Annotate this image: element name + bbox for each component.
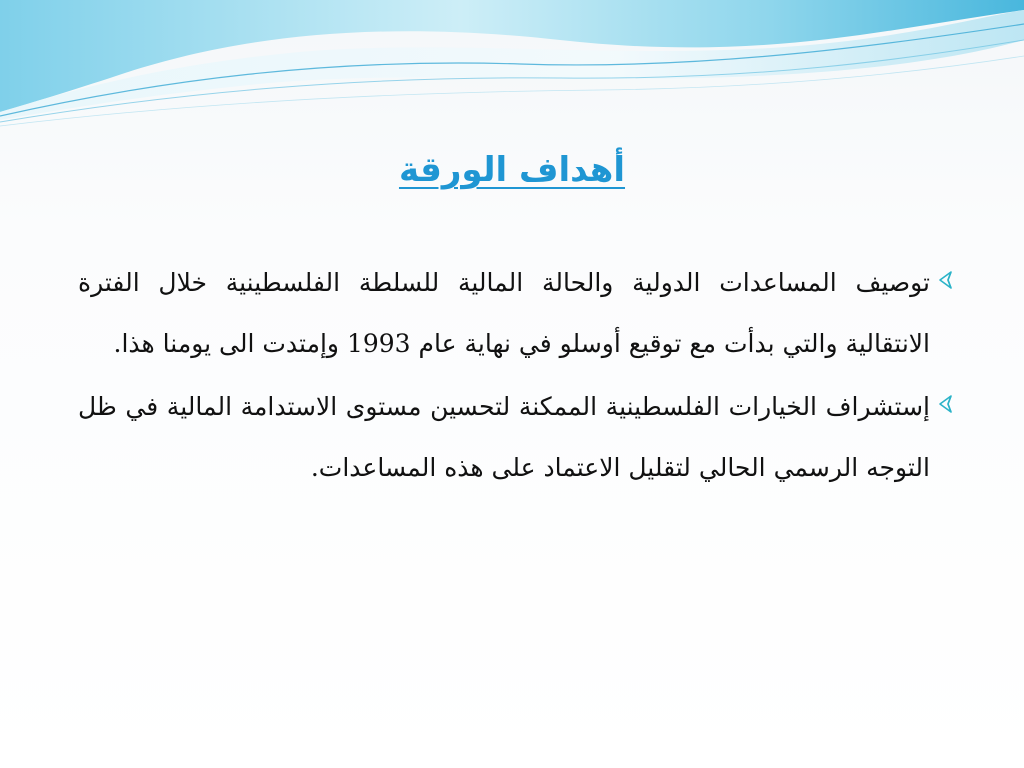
slide-title-text: أهداف الورقة <box>398 150 626 190</box>
arrow-bullet-icon <box>936 269 958 291</box>
bullet-list <box>78 252 958 500</box>
bullet-item-2 <box>78 376 958 498</box>
slide-title <box>0 140 1024 200</box>
bullet-item-1 <box>78 252 958 374</box>
arrow-bullet-icon <box>936 393 958 415</box>
bullet-text-2: إستشراف الخيارات الفلسطينية الممكنة لتحسين مستوى الاستدامة المالية في ظل التوجه الرسمي الحالي لتقليل الاعتماد على هذه المساعدات. <box>78 392 930 482</box>
bullet-text-1: توصيف المساعدات الدولية والحالة المالية للسلطة الفلسطينية خلال الفترة الانتقالية والتي بدأت مع توقيع أوسلو في نهاية عام 1993 وإمتدت الى يومنا هذا. <box>78 268 930 358</box>
header-wave-decoration <box>0 0 1024 130</box>
